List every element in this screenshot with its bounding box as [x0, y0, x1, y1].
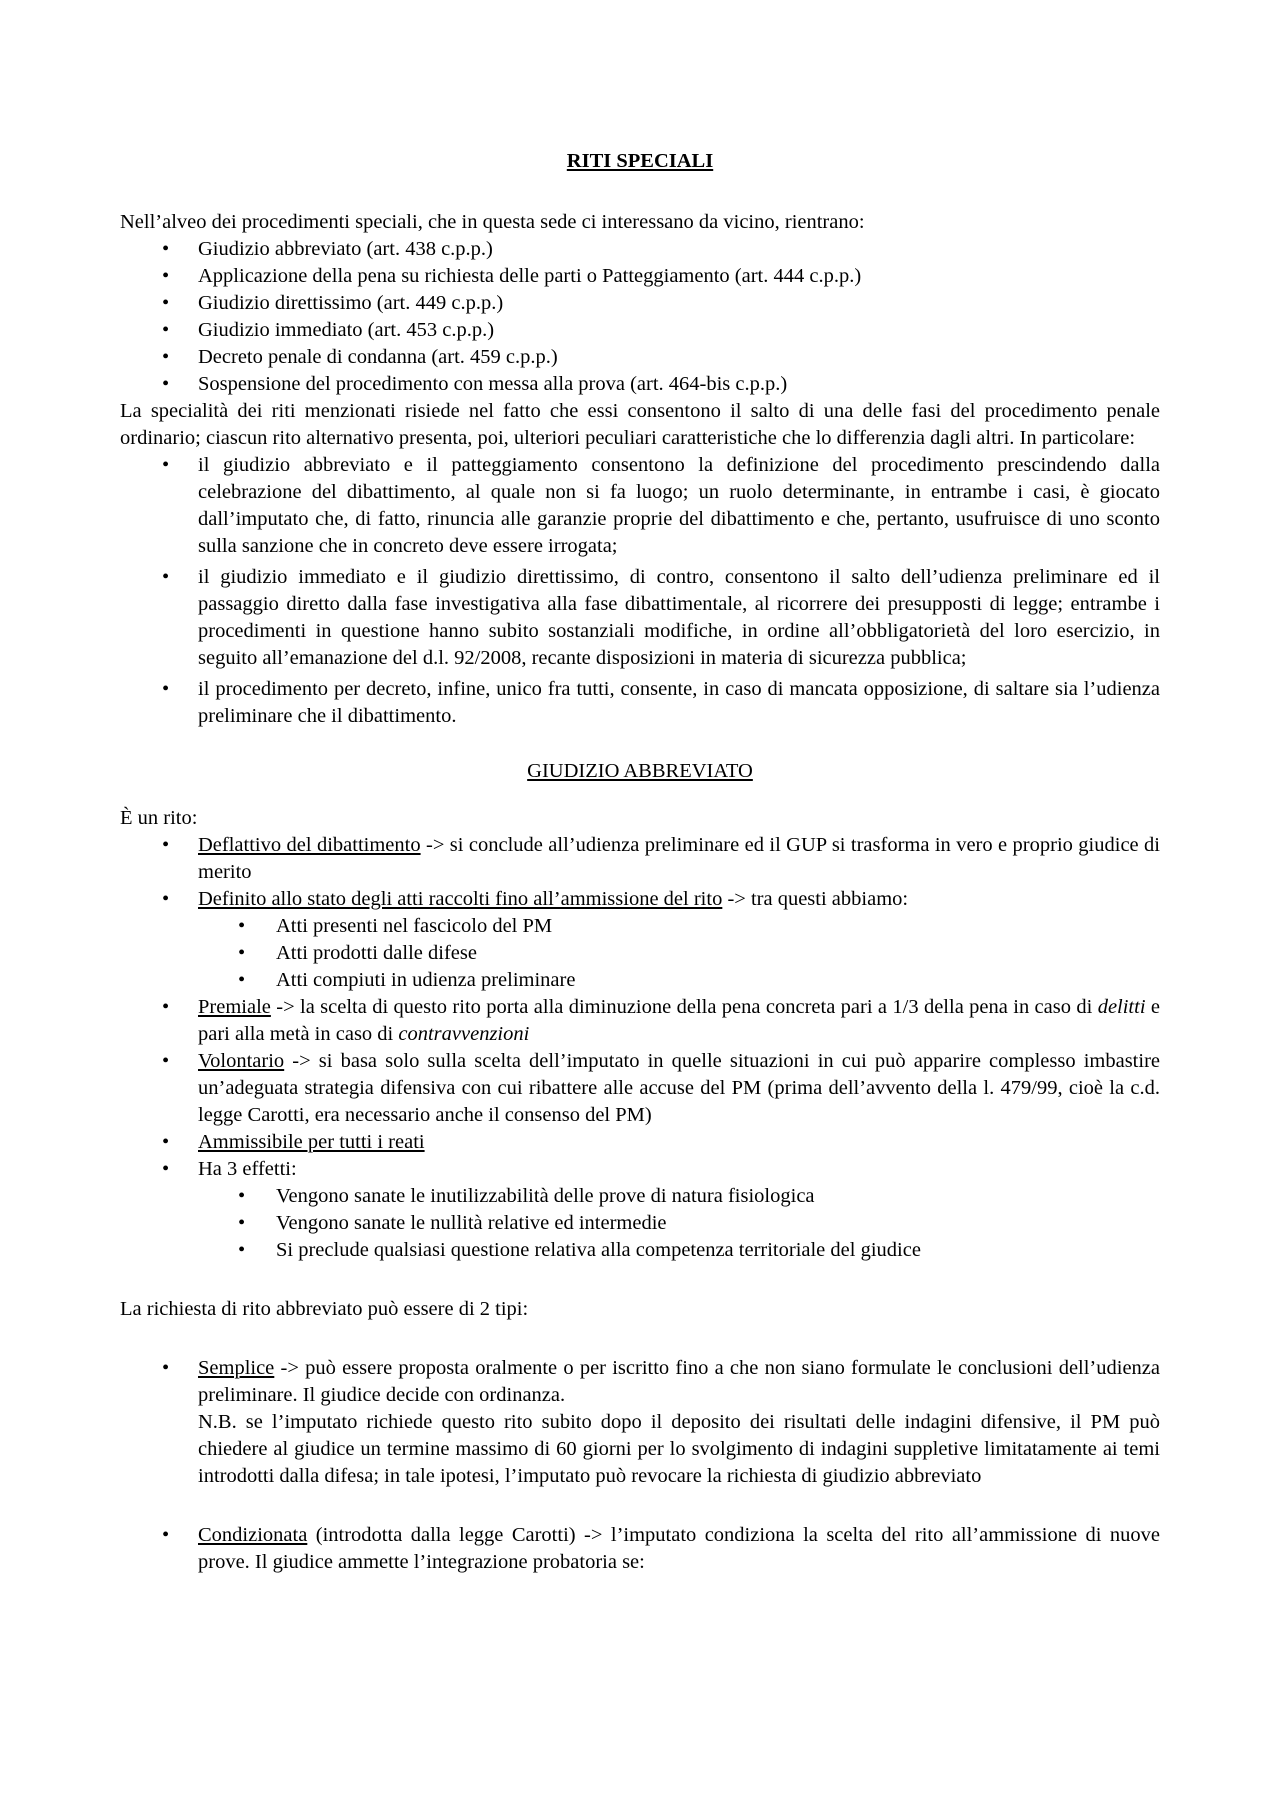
richiesta-paragraph: La richiesta di rito abbreviato può essere di 2 tipi:	[120, 1298, 529, 1320]
term-volontario: Volontario	[198, 1050, 285, 1072]
list-item: • il giudizio abbreviato e il patteggiamento consentono la definizione del procedimento prescindendo dalla celebrazione del dibattimento, al quale non si fa luogo; un ruolo determinante, in entrambe i casi, è giocato dall’imputato che, di fatto, rinuncia alle garanzie proprie del dibattimento e che, pertanto, usufruisce di uno sconto sulla sanzione che in concreto deve essere irrogata;	[120, 452, 1160, 560]
list-item: • Applicazione della pena su richiesta delle parti o Patteggiamento (art. 444 c.p.p.)	[120, 263, 1160, 290]
term-deflattivo: Deflattivo del dibattimento	[198, 834, 421, 856]
list-item: • Ha 3 effetti: • Vengono sanate le inutilizzabilità delle prove di natura fisiologica • Vengono sanate le nullità relative ed intermedie • Si preclude qualsiasi questione relativa alla competenza territoriale del giudice	[120, 1156, 1160, 1264]
term-condizionata: Condizionata	[198, 1524, 308, 1546]
list-item: • Atti compiuti in udienza preliminare	[198, 967, 1160, 994]
term-premiale: Premiale	[198, 996, 271, 1018]
list-item: • Giudizio direttissimo (art. 449 c.p.p.)	[120, 290, 1160, 317]
caratteristiche-list	[120, 832, 1160, 1264]
page-title: RITI SPECIALI	[566, 150, 714, 172]
tipi-list-2	[120, 1522, 1160, 1576]
atti-list	[198, 913, 1160, 994]
list-item: • Vengono sanate le nullità relative ed intermedie	[198, 1210, 1160, 1237]
term-ammissibile: Ammissibile per tutti i reati	[198, 1131, 425, 1153]
effetti-list	[198, 1183, 1160, 1264]
nota-bene: N.B. se l’imputato richiede questo rito subito dopo il deposito dei risultati delle indagini difensive, il PM può chiedere al giudice un termine massimo di 60 giorni per lo svolgimento di indagini suppletive limitatamente ai temi introdotti dalla difesa; in tale ipotesi, l’imputato può revocare la richiesta di giudizio abbreviato	[198, 1411, 1160, 1487]
term-definito: Definito allo stato degli atti raccolti fino all’ammissione del rito	[198, 888, 723, 910]
particolare-list	[120, 452, 1160, 730]
list-item: • Vengono sanate le inutilizzabilità delle prove di natura fisiologica	[198, 1183, 1160, 1210]
list-item: • Premiale -> la scelta di questo rito porta alla diminuzione della pena concreta pari a 1/3 della pena in caso di delitti e pari alla metà in caso di contravvenzioni	[120, 994, 1160, 1048]
list-item: • Atti presenti nel fascicolo del PM	[198, 913, 1160, 940]
term-semplice: Semplice	[198, 1357, 275, 1379]
document-page	[120, 0, 1160, 1576]
list-item: • Definito allo stato degli atti raccolti fino all’ammissione del rito -> tra questi abbiamo: • Atti presenti nel fascicolo del PM • Atti prodotti dalle difese • Atti compiuti in udienza preliminare	[120, 886, 1160, 994]
section-heading: GIUDIZIO ABBREVIATO	[527, 760, 753, 782]
specialita-paragraph: La specialità dei riti menzionati risiede nel fatto che essi consentono il salto di una delle fasi del procedimento penale ordinario; ciascun rito alternativo presenta, poi, ulteriori peculiari caratteristiche che lo differenzia dagli altri. In particolare:	[120, 400, 1160, 449]
list-item: • Giudizio immediato (art. 453 c.p.p.)	[120, 317, 1160, 344]
list-item: • Atti prodotti dalle difese	[198, 940, 1160, 967]
tipi-list	[120, 1355, 1160, 1490]
list-item: • Sospensione del procedimento con messa alla prova (art. 464-bis c.p.p.)	[120, 371, 1160, 398]
list-item: • Giudizio abbreviato (art. 438 c.p.p.)	[120, 236, 1160, 263]
list-item: • il giudizio immediato e il giudizio direttissimo, di contro, consentono il salto dell’udienza preliminare ed il passaggio diretto dalla fase investigativa alla fase dibattimentale, al ricorrere dei presupposti di legge; entrambe i procedimenti in questione hanno subito sostanziali modifiche, in ordine all’obbligatorietà del loro esercizio, in seguito all’emanazione del d.l. 92/2008, recante disposizioni in materia di sicurezza pubblica;	[120, 564, 1160, 672]
list-item: • Condizionata (introdotta dalla legge Carotti) -> l’imputato condiziona la scelta del rito all’ammissione di nuove prove. Il giudice ammette l’integrazione probatoria se:	[120, 1522, 1160, 1576]
list-item: • Si preclude qualsiasi questione relativa alla competenza territoriale del giudice	[198, 1237, 1160, 1264]
list-item: • Deflattivo del dibattimento -> si conclude all’udienza preliminare ed il GUP si trasforma in vero e proprio giudice di merito	[120, 832, 1160, 886]
list-item: • Decreto penale di condanna (art. 459 c.p.p.)	[120, 344, 1160, 371]
list-item: • il procedimento per decreto, infine, unico fra tutti, consente, in caso di mancata opposizione, di saltare sia l’udienza preliminare che il dibattimento.	[120, 676, 1160, 730]
list-item: • Semplice -> può essere proposta oralmente o per iscritto fino a che non siano formulate le conclusioni dell’udienza preliminare. Il giudice decide con ordinanza. N.B. se l’imputato richiede questo rito subito dopo il deposito dei risultati delle indagini difensive, il PM può chiedere al giudice un termine massimo di 60 giorni per lo svolgimento di indagini suppletive limitatamente ai temi introdotti dalla difesa; in tale ipotesi, l’imputato può revocare la richiesta di giudizio abbreviato	[120, 1355, 1160, 1490]
intro-paragraph: Nell’alveo dei procedimenti speciali, che in questa sede ci interessano da vicino, rientrano:	[120, 211, 865, 233]
riti-list	[120, 236, 1160, 398]
list-item	[120, 1129, 1160, 1156]
list-item: • Volontario -> si basa solo sulla scelta dell’imputato in quelle situazioni in cui può apparire complesso imbastire un’adeguata strategia difensiva con cui ribattere alle accuse del PM (prima dell’avvento della l. 479/99, cioè la c.d. legge Carotti, era necessario anche il consenso del PM)	[120, 1048, 1160, 1129]
rito-intro: È un rito:	[120, 807, 198, 829]
